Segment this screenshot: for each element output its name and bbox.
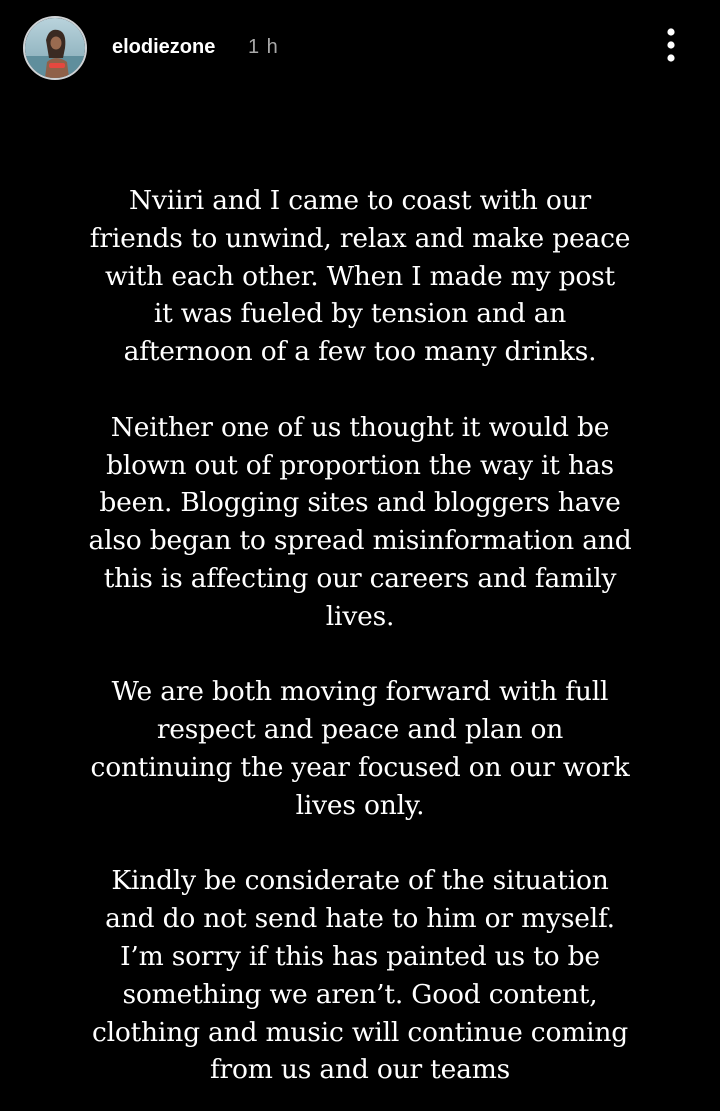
- message-line: Nviiri and I came to coast with our: [129, 185, 591, 216]
- message-line: been. Blogging sites and bloggers have: [99, 487, 621, 519]
- more-vertical-icon: [652, 24, 690, 68]
- message-line: with each other. When I made my post: [105, 260, 615, 292]
- message-line: and do not send hate to him or myself.: [105, 903, 615, 935]
- message-line: lives.: [325, 600, 395, 632]
- message-line: Neither one of us thought it would be: [110, 411, 610, 443]
- message-line: respect and peace and plan on: [156, 714, 564, 746]
- message-paragraph: [40, 673, 680, 824]
- message-paragraph: [40, 409, 680, 636]
- message-line: continuing the year focused on our work: [90, 751, 630, 783]
- message-line: lives only.: [295, 789, 425, 821]
- message-line: afternoon of a few too many drinks.: [123, 336, 597, 368]
- message-line: also began to spread misinformation and: [88, 525, 632, 557]
- more-options-button[interactable]: [652, 24, 690, 68]
- message-paragraph: [40, 182, 680, 371]
- story-message: [40, 182, 680, 1089]
- message-line: Kindly be considerate of the situation: [111, 865, 609, 897]
- avatar-image: [25, 18, 85, 78]
- message-line: blown out of proportion the way it has: [106, 449, 614, 481]
- username[interactable]: elodiezone: [112, 36, 216, 58]
- story-header: [0, 0, 720, 92]
- message-line: it was fueled by tension and an: [153, 298, 567, 330]
- message-line: this is affecting our careers and family: [103, 562, 617, 594]
- message-line: something we aren’t. Good content,: [122, 978, 598, 1010]
- message-line: from us and our teams: [209, 1054, 511, 1086]
- message-line: I’m sorry if this has painted us to be: [120, 940, 600, 972]
- post-timestamp: 1 h: [248, 36, 279, 58]
- message-line: friends to unwind, relax and make peace: [89, 222, 631, 254]
- message-line: clothing and music will continue coming: [91, 1016, 629, 1048]
- profile-avatar[interactable]: [23, 16, 87, 80]
- message-paragraph: [40, 862, 680, 1089]
- message-line: We are both moving forward with full: [111, 676, 609, 708]
